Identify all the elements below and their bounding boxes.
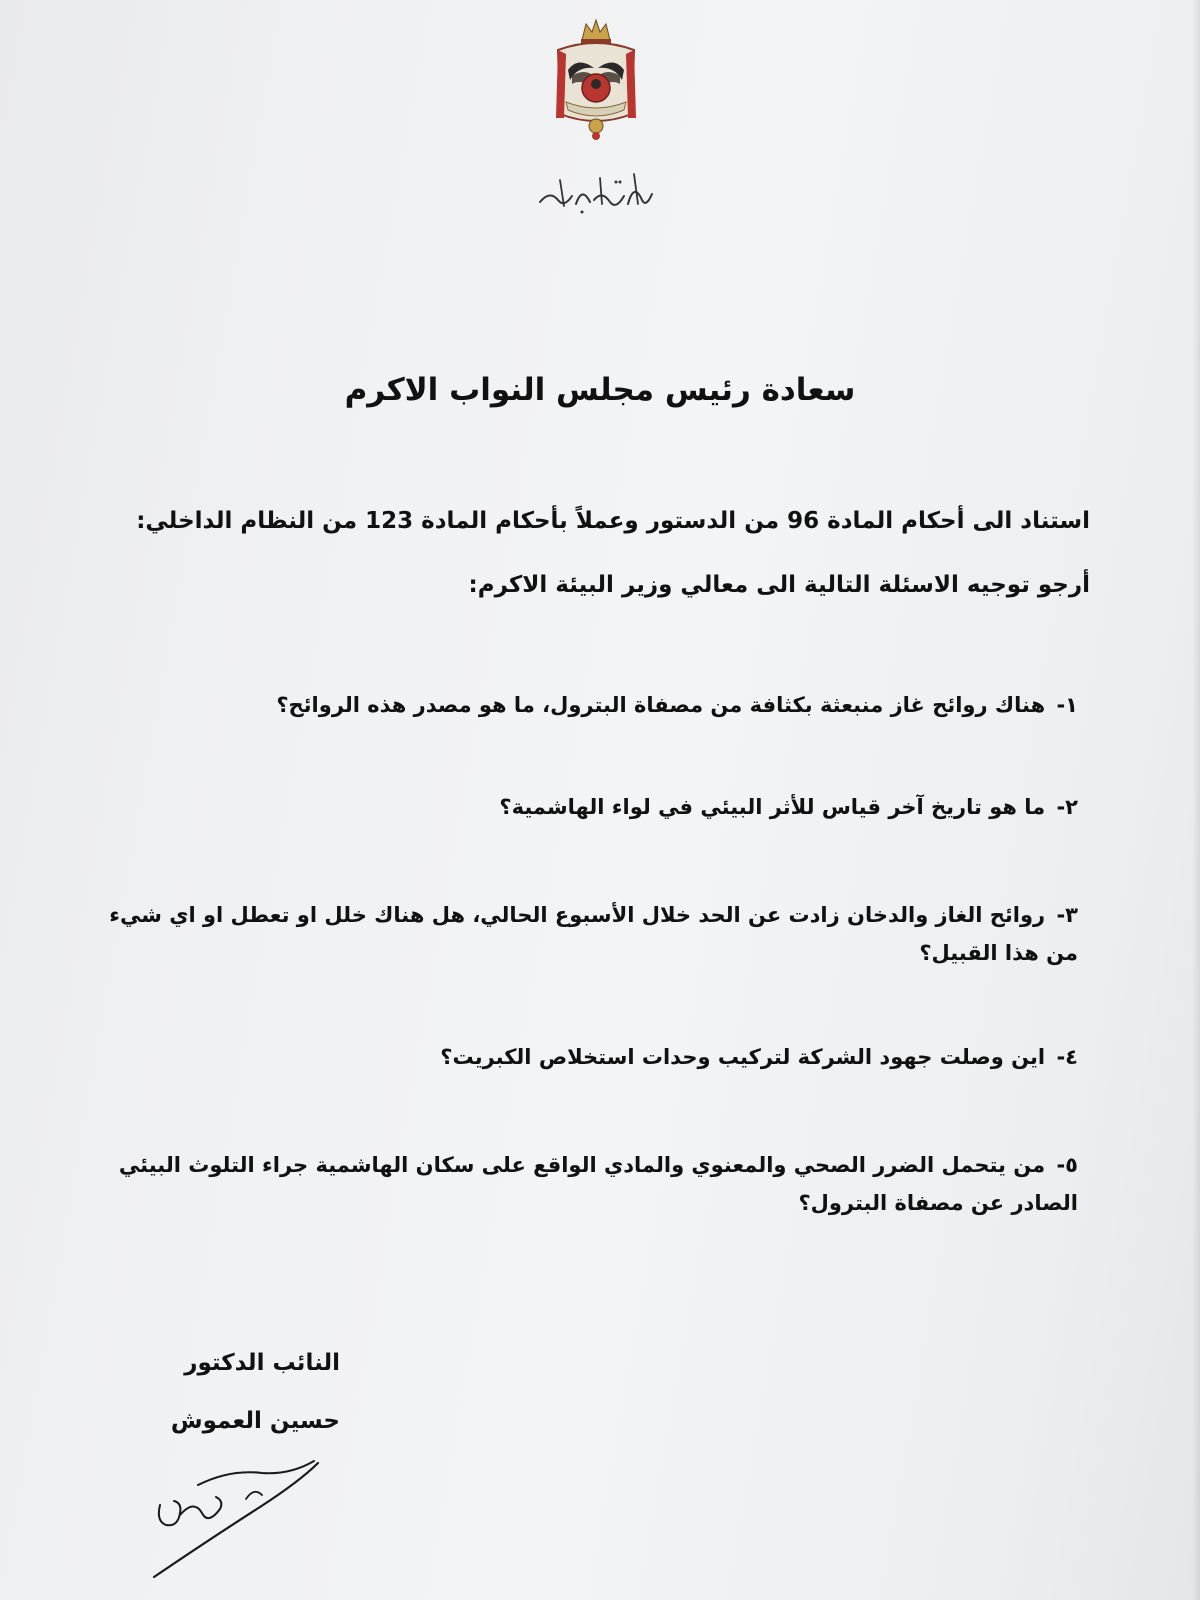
intro-line-1: استناد الى أحكام المادة 96 من الدستور وعملاً بأحكام المادة 123 من النظام الداخلي: [136,508,1090,534]
signatory-name: حسين العموش [170,1408,340,1434]
parliament-calligraphy-logo [530,160,660,220]
question-number: ١- [1056,693,1078,717]
question-number: ٣- [1056,903,1078,927]
question-2 [78,788,1078,826]
question-text: اين وصلت جهود الشركة لتركيب وحدات استخلاص الكبريت؟ [440,1045,1046,1069]
intro-line-2: أرجو توجيه الاسئلة التالية الى معالي وزير البيئة الاكرم: [468,572,1090,598]
question-text: هناك روائح غاز منبعثة بكثافة من مصفاة البترول، ما هو مصدر هذه الروائح؟ [276,693,1046,717]
question-number: ٢- [1056,795,1078,819]
question-number: ٥- [1056,1153,1078,1177]
question-text: من يتحمل الضرر الصحي والمعنوي والمادي الواقع على سكان الهاشمية جراء التلوث البيئي الصادر عن مصفاة البترول؟ [118,1153,1078,1215]
question-1 [78,686,1078,724]
question-text: روائح الغاز والدخان زادت عن الحد خلال الأسبوع الحالي، هل هناك خلل او تعطل او اي شيء من هذا القبيل؟ [109,903,1078,965]
question-number: ٤- [1056,1045,1078,1069]
signatory-title: النائب الدكتور [184,1350,340,1376]
question-4 [78,1038,1078,1076]
jordan-coat-of-arms-icon [548,18,644,146]
handwritten-signature [150,1455,330,1585]
paper-edge-shadow [1192,0,1200,1600]
question-text: ما هو تاريخ آخر قياس للأثر البيئي في لواء الهاشمية؟ [499,795,1046,819]
salutation-heading: سعادة رئيس مجلس النواب الاكرم [344,372,856,408]
question-5 [78,1146,1078,1222]
question-3 [78,896,1078,972]
